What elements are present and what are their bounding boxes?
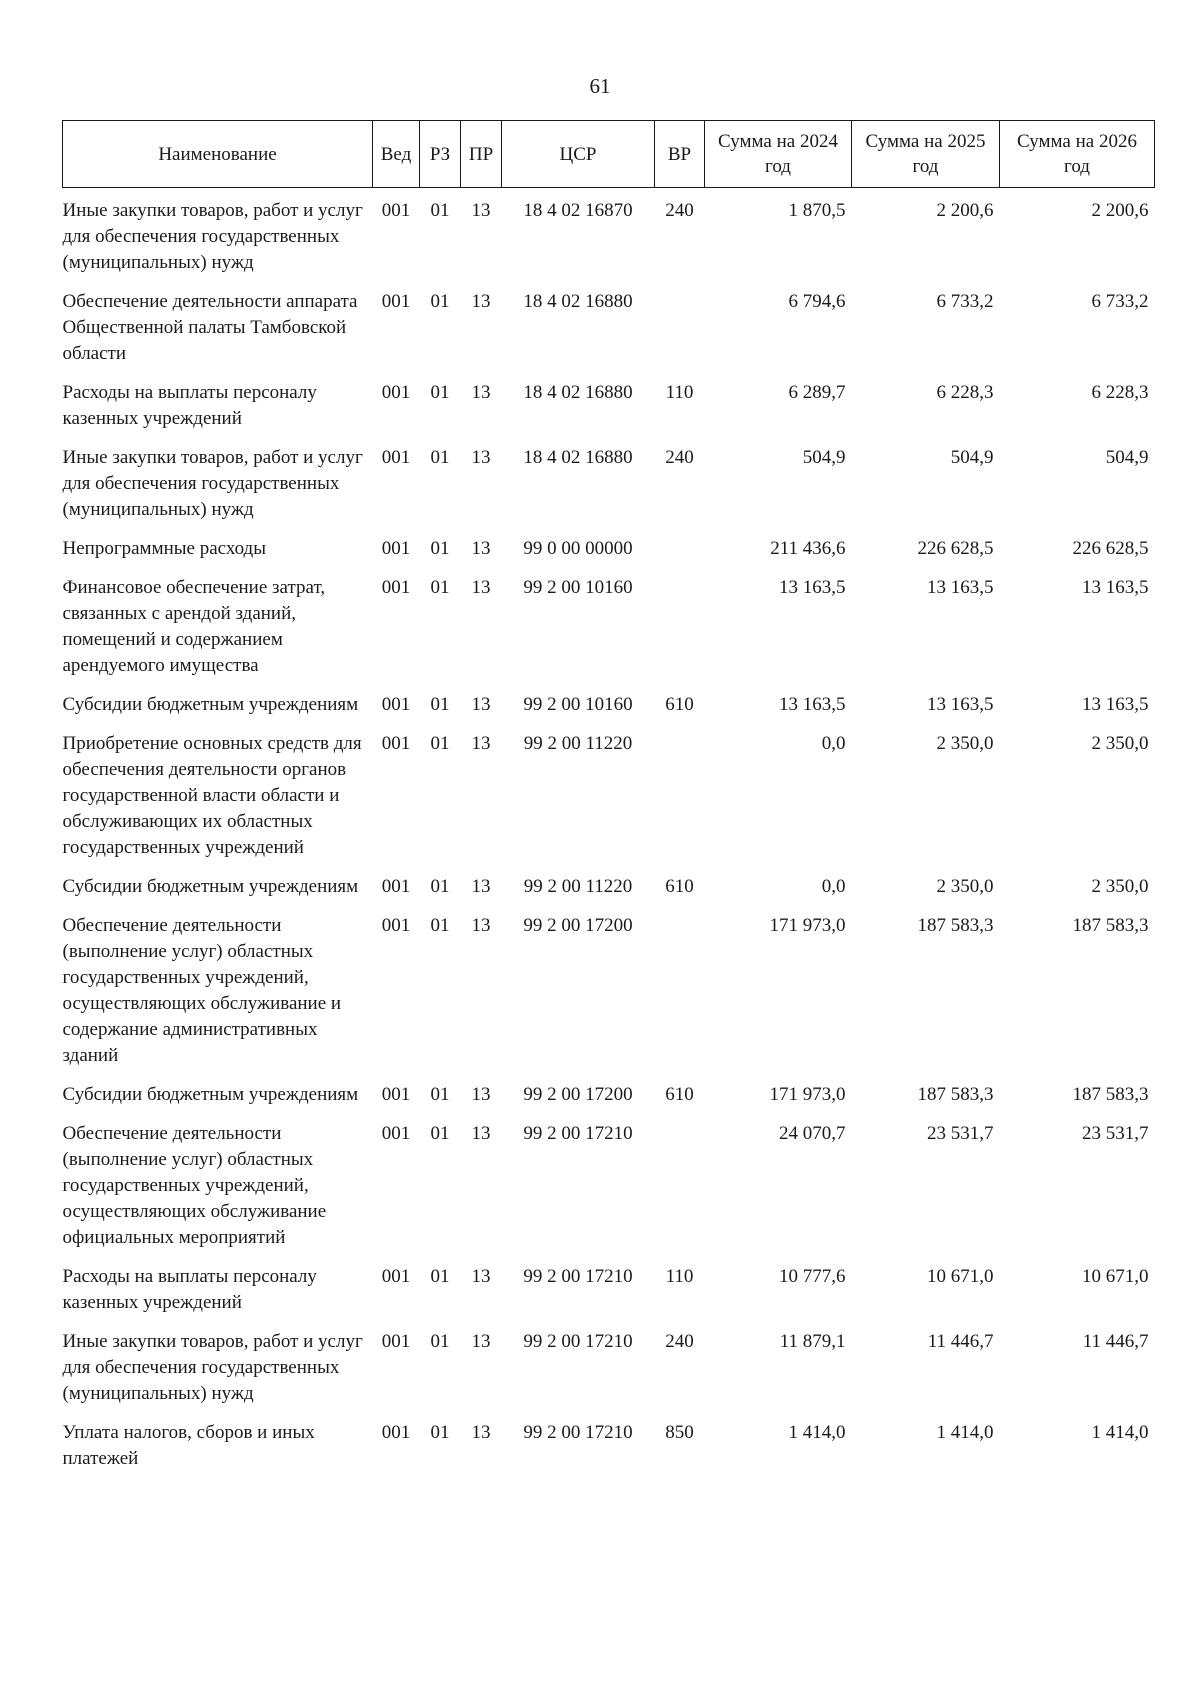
cell-sum-2024: 11 879,1 (779, 1331, 846, 1352)
cell-sum-2025: 187 583,3 (917, 915, 994, 936)
cell-ved: 001 (381, 382, 411, 403)
cell-pr: 13 (471, 694, 491, 715)
cell-rz: 01 (430, 1084, 450, 1105)
cell-sum-2026: 11 446,7 (1082, 1331, 1149, 1352)
cell-name: Расходы на выплаты персоналу казенных учреждений (62, 1266, 317, 1313)
cell-sum-2025: 2 350,0 (936, 876, 994, 897)
cell-pr: 13 (471, 876, 491, 897)
cell-pr: 13 (471, 1123, 491, 1144)
cell-vr (655, 721, 705, 864)
cell-vr: 850 (665, 1422, 694, 1443)
cell-name: Обеспечение деятельности (выполнение услуг) областных государственных учреждений, осуществляющих обслуживание официальных мероприятий (62, 1123, 327, 1248)
header-rz: РЗ (420, 121, 461, 188)
header-ved: Вед (373, 121, 420, 188)
cell-sum-2024: 6 794,6 (788, 291, 846, 312)
cell-sum-2024: 211 436,6 (770, 538, 846, 559)
cell-sum-2026: 6 228,3 (1091, 382, 1149, 403)
cell-rz: 01 (430, 733, 450, 754)
page-number: 61 (589, 74, 611, 98)
cell-pr: 13 (471, 1422, 491, 1443)
header-name: Наименование (63, 121, 373, 188)
cell-sum-2025: 11 446,7 (927, 1331, 994, 1352)
table-row (63, 682, 1155, 721)
cell-pr: 13 (471, 915, 491, 936)
cell-ved: 001 (381, 1123, 411, 1144)
cell-csr: 99 2 00 11220 (523, 876, 633, 897)
cell-rz: 01 (430, 1123, 450, 1144)
table-row (63, 279, 1155, 370)
cell-vr: 240 (665, 200, 694, 221)
cell-vr: 240 (665, 447, 694, 468)
table-row (63, 435, 1155, 526)
header-sum-2024: Сумма на 2024 год (705, 121, 852, 188)
table-row (63, 1254, 1155, 1319)
cell-sum-2024: 504,9 (802, 447, 846, 468)
cell-csr: 99 2 00 11220 (523, 733, 633, 754)
table-row (63, 526, 1155, 565)
cell-vr: 240 (665, 1331, 694, 1352)
cell-pr: 13 (471, 577, 491, 598)
cell-csr: 18 4 02 16880 (523, 382, 633, 403)
cell-sum-2026: 23 531,7 (1082, 1123, 1149, 1144)
cell-ved: 001 (381, 577, 411, 598)
table-row (63, 1410, 1155, 1475)
cell-sum-2025: 2 350,0 (936, 733, 994, 754)
cell-name: Иные закупки товаров, работ и услуг для обеспечения государственных (муниципальных) нужд (62, 447, 363, 520)
cell-csr: 18 4 02 16880 (523, 447, 633, 468)
cell-sum-2026: 13 163,5 (1082, 577, 1149, 598)
cell-sum-2026: 2 350,0 (1091, 733, 1149, 754)
cell-pr: 13 (471, 291, 491, 312)
cell-sum-2024: 10 777,6 (779, 1266, 846, 1287)
header-pr: ПР (461, 121, 502, 188)
cell-rz: 01 (430, 876, 450, 897)
cell-vr: 110 (665, 382, 694, 403)
cell-csr: 99 2 00 17210 (523, 1422, 633, 1443)
cell-sum-2024: 6 289,7 (788, 382, 846, 403)
cell-pr: 13 (471, 1266, 491, 1287)
cell-sum-2024: 0,0 (821, 876, 846, 897)
cell-ved: 001 (381, 694, 411, 715)
cell-csr: 18 4 02 16880 (523, 291, 633, 312)
cell-pr: 13 (471, 1331, 491, 1352)
table-row (63, 1319, 1155, 1410)
cell-sum-2026: 187 583,3 (1072, 915, 1149, 936)
cell-rz: 01 (430, 1331, 450, 1352)
cell-csr: 18 4 02 16870 (523, 200, 633, 221)
cell-sum-2026: 6 733,2 (1091, 291, 1149, 312)
cell-ved: 001 (381, 1331, 411, 1352)
cell-rz: 01 (430, 915, 450, 936)
table-row (63, 1072, 1155, 1111)
cell-rz: 01 (430, 447, 450, 468)
table-row (63, 1111, 1155, 1254)
cell-sum-2024: 171 973,0 (769, 1084, 846, 1105)
cell-rz: 01 (430, 694, 450, 715)
cell-sum-2025: 1 414,0 (936, 1422, 994, 1443)
cell-pr: 13 (471, 538, 491, 559)
table-row (63, 721, 1155, 864)
cell-rz: 01 (430, 577, 450, 598)
cell-sum-2026: 2 350,0 (1091, 876, 1149, 897)
cell-ved: 001 (381, 1422, 411, 1443)
cell-name: Субсидии бюджетным учреждениям (62, 694, 359, 715)
cell-ved: 001 (381, 538, 411, 559)
cell-sum-2024: 1 870,5 (788, 200, 846, 221)
cell-name: Финансовое обеспечение затрат, связанных с арендой зданий, помещений и содержанием арендуемого имущества (62, 577, 326, 676)
cell-name: Иные закупки товаров, работ и услуг для обеспечения государственных (муниципальных) нужд (62, 200, 363, 273)
cell-vr (655, 565, 705, 682)
cell-ved: 001 (381, 200, 411, 221)
cell-csr: 99 2 00 17210 (523, 1123, 633, 1144)
budget-table (62, 120, 1155, 1475)
cell-sum-2026: 1 414,0 (1091, 1422, 1149, 1443)
cell-sum-2026: 187 583,3 (1072, 1084, 1149, 1105)
header-vr: ВР (655, 121, 705, 188)
cell-rz: 01 (430, 200, 450, 221)
cell-vr: 110 (665, 1266, 694, 1287)
cell-ved: 001 (381, 291, 411, 312)
cell-vr (655, 903, 705, 1072)
table-row (63, 565, 1155, 682)
cell-ved: 001 (381, 447, 411, 468)
cell-sum-2025: 23 531,7 (927, 1123, 994, 1144)
cell-name: Уплата налогов, сборов и иных платежей (62, 1422, 315, 1469)
cell-sum-2025: 13 163,5 (927, 694, 994, 715)
cell-pr: 13 (471, 733, 491, 754)
cell-sum-2025: 13 163,5 (927, 577, 994, 598)
cell-pr: 13 (471, 200, 491, 221)
cell-csr: 99 2 00 10160 (523, 694, 633, 715)
cell-sum-2025: 226 628,5 (917, 538, 994, 559)
cell-ved: 001 (381, 876, 411, 897)
cell-csr: 99 0 00 00000 (523, 538, 633, 559)
cell-name: Обеспечение деятельности аппарата Общественной палаты Тамбовской области (62, 291, 358, 364)
cell-name: Субсидии бюджетным учреждениям (62, 876, 359, 897)
cell-vr (655, 1111, 705, 1254)
table-row (63, 370, 1155, 435)
cell-sum-2024: 13 163,5 (779, 694, 846, 715)
cell-sum-2025: 2 200,6 (936, 200, 994, 221)
cell-sum-2024: 24 070,7 (779, 1123, 846, 1144)
cell-sum-2026: 504,9 (1105, 447, 1149, 468)
cell-rz: 01 (430, 291, 450, 312)
cell-sum-2025: 187 583,3 (917, 1084, 994, 1105)
cell-name: Иные закупки товаров, работ и услуг для обеспечения государственных (муниципальных) нужд (62, 1331, 363, 1404)
cell-ved: 001 (381, 915, 411, 936)
cell-pr: 13 (471, 1084, 491, 1105)
cell-vr: 610 (665, 1084, 694, 1105)
cell-rz: 01 (430, 1266, 450, 1287)
header-sum-2025: Сумма на 2025 год (852, 121, 1000, 188)
cell-vr (655, 526, 705, 565)
cell-vr: 610 (665, 694, 694, 715)
cell-csr: 99 2 00 17210 (523, 1266, 633, 1287)
table-header-row (63, 121, 1155, 188)
cell-name: Обеспечение деятельности (выполнение услуг) областных государственных учреждений, осуществляющих обслуживание и содержание административных зданий (62, 915, 342, 1066)
table-row (63, 864, 1155, 903)
cell-sum-2025: 6 228,3 (936, 382, 994, 403)
cell-pr: 13 (471, 382, 491, 403)
cell-name: Приобретение основных средств для обеспечения деятельности органов государственной власти области и обслуживающих их областных государственных учреждений (62, 733, 362, 858)
cell-rz: 01 (430, 382, 450, 403)
cell-rz: 01 (430, 1422, 450, 1443)
cell-vr: 610 (665, 876, 694, 897)
cell-csr: 99 2 00 10160 (523, 577, 633, 598)
table-row (63, 903, 1155, 1072)
cell-csr: 99 2 00 17200 (523, 915, 633, 936)
cell-sum-2024: 13 163,5 (779, 577, 846, 598)
cell-sum-2025: 6 733,2 (936, 291, 994, 312)
cell-name: Непрограммные расходы (62, 538, 266, 559)
table-row (63, 188, 1155, 280)
cell-ved: 001 (381, 1266, 411, 1287)
cell-name: Расходы на выплаты персоналу казенных учреждений (62, 382, 317, 429)
cell-csr: 99 2 00 17200 (523, 1084, 633, 1105)
cell-sum-2025: 10 671,0 (927, 1266, 994, 1287)
table-body (63, 188, 1155, 1476)
cell-vr (655, 279, 705, 370)
cell-sum-2026: 2 200,6 (1091, 200, 1149, 221)
header-sum-2026: Сумма на 2026 год (1000, 121, 1155, 188)
cell-sum-2024: 1 414,0 (788, 1422, 846, 1443)
cell-pr: 13 (471, 447, 491, 468)
cell-sum-2026: 10 671,0 (1082, 1266, 1149, 1287)
cell-sum-2026: 13 163,5 (1082, 694, 1149, 715)
header-csr: ЦСР (502, 121, 655, 188)
cell-sum-2024: 0,0 (821, 733, 846, 754)
cell-sum-2024: 171 973,0 (769, 915, 846, 936)
cell-ved: 001 (381, 733, 411, 754)
cell-ved: 001 (381, 1084, 411, 1105)
cell-csr: 99 2 00 17210 (523, 1331, 633, 1352)
cell-rz: 01 (430, 538, 450, 559)
cell-name: Субсидии бюджетным учреждениям (62, 1084, 359, 1105)
cell-sum-2026: 226 628,5 (1072, 538, 1149, 559)
cell-sum-2025: 504,9 (950, 447, 994, 468)
